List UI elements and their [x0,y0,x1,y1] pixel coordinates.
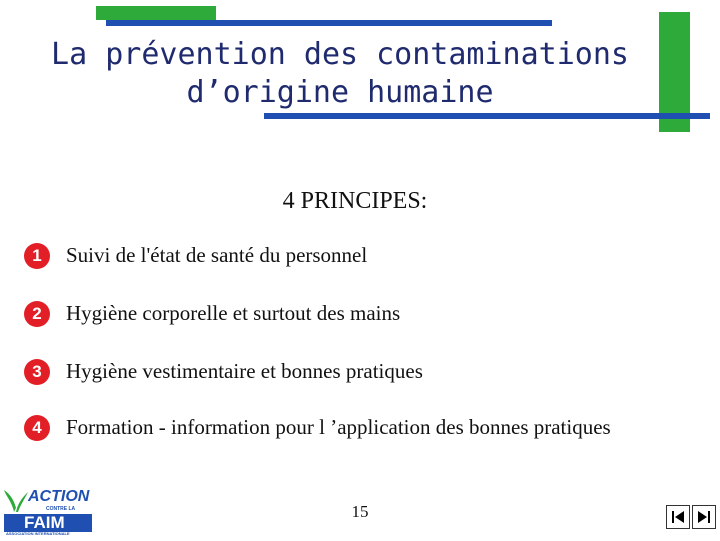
number-badge: 2 [24,301,50,327]
principle-text: Formation - information pour l ’application des bonnes pratiques [66,415,611,439]
slide-navigation [666,505,716,529]
next-slide-icon [696,509,712,525]
blue-accent-line-top [106,20,552,26]
prev-slide-button[interactable] [666,505,690,529]
action-contre-la-faim-logo [2,484,94,536]
logo-tagline: ASSOCIATION INTERNATIONALE [6,531,70,536]
logo-word-contre-la: CONTRE LA [46,506,76,512]
principle-item-2 [24,299,666,331]
slide-title-line-2: d’origine humaine [186,75,494,110]
number-badge: 4 [24,415,50,441]
slide-title [40,36,640,112]
next-slide-button[interactable] [692,505,716,529]
number-badge: 3 [24,359,50,385]
principle-text: Suivi de l'état de santé du personnel [66,243,368,267]
slide-title-line-1: La prévention des contaminations [51,37,629,72]
green-accent-block [96,6,216,20]
slide-subtitle: 4 PRINCIPES: [282,188,428,214]
principle-text: Hygiène corporelle et surtout des mains [66,301,401,325]
principle-item-3 [24,357,666,389]
principle-text: Hygiène vestimentaire et bonnes pratiques [66,359,423,383]
logo-word-action: ACTION [28,488,90,505]
principle-item-1 [24,241,666,273]
page-number: 15 [351,502,369,521]
principle-item-4 [24,413,666,445]
logo-word-faim: FAIM [24,513,65,532]
blue-accent-line-bottom [264,113,710,119]
prev-slide-icon [670,509,686,525]
number-badge: 1 [24,243,50,269]
